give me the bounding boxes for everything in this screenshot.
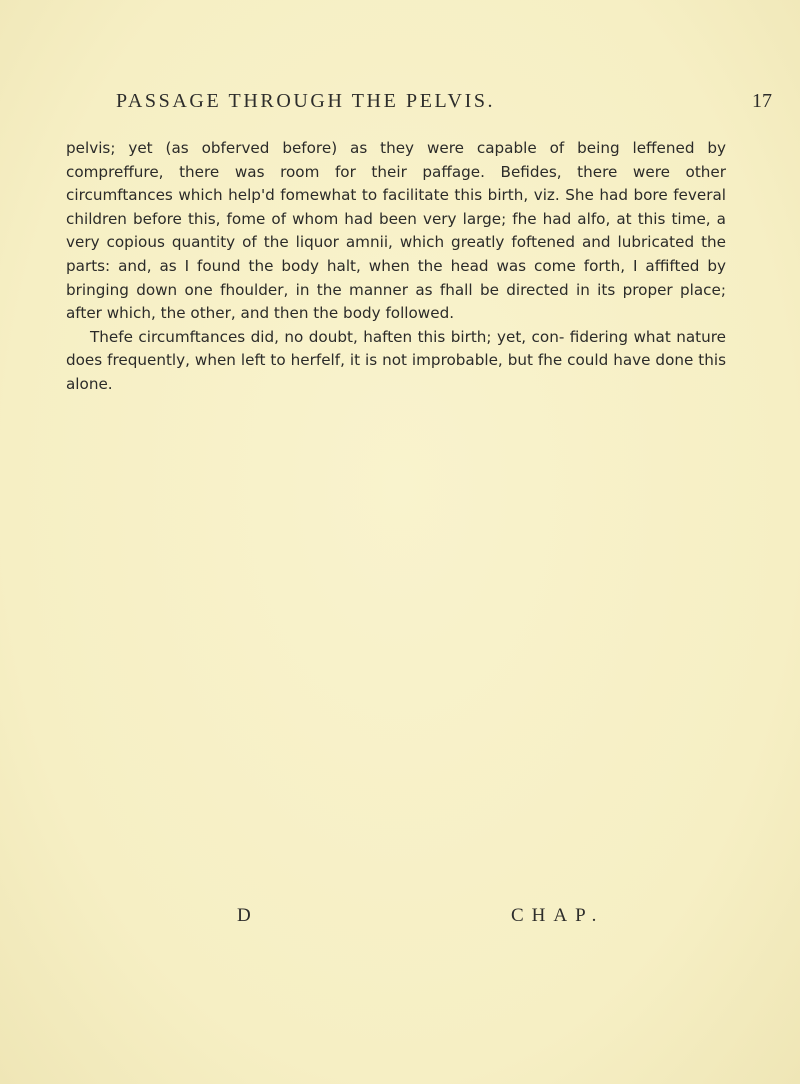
paragraph: pelvis; yet (as obferved before) as they were capable of being leffened by compreffure, there was room for their paffage. Befides, there were other circumftances which help'd fomewhat to facilitate this birth, viz. She had bore feveral children before this, fome of whom had been very large; fhe had alfo, at this time, a very copious quantity of the liquor amnii, which greatly foftened and lubricated the parts: and, as I found the body halt, when the head was come forth, I affifted by bringing down one fhoulder, in the manner as fhall be directed in its proper place; after which, the other, and then the body followed. xyxy=(66,139,726,323)
signature-mark: D xyxy=(237,905,251,926)
page-number: 17 xyxy=(752,90,772,112)
paragraph: Thefe circumftances did, no doubt, haften this birth; yet, con- fidering what nature does frequently, when left to herfelf, it is not improbable, but fhe could have done this alone. xyxy=(66,327,726,393)
body-text xyxy=(66,137,726,397)
catchword: CHAP. xyxy=(511,905,605,926)
running-head: PASSAGE THROUGH THE PELVIS. xyxy=(116,90,496,112)
